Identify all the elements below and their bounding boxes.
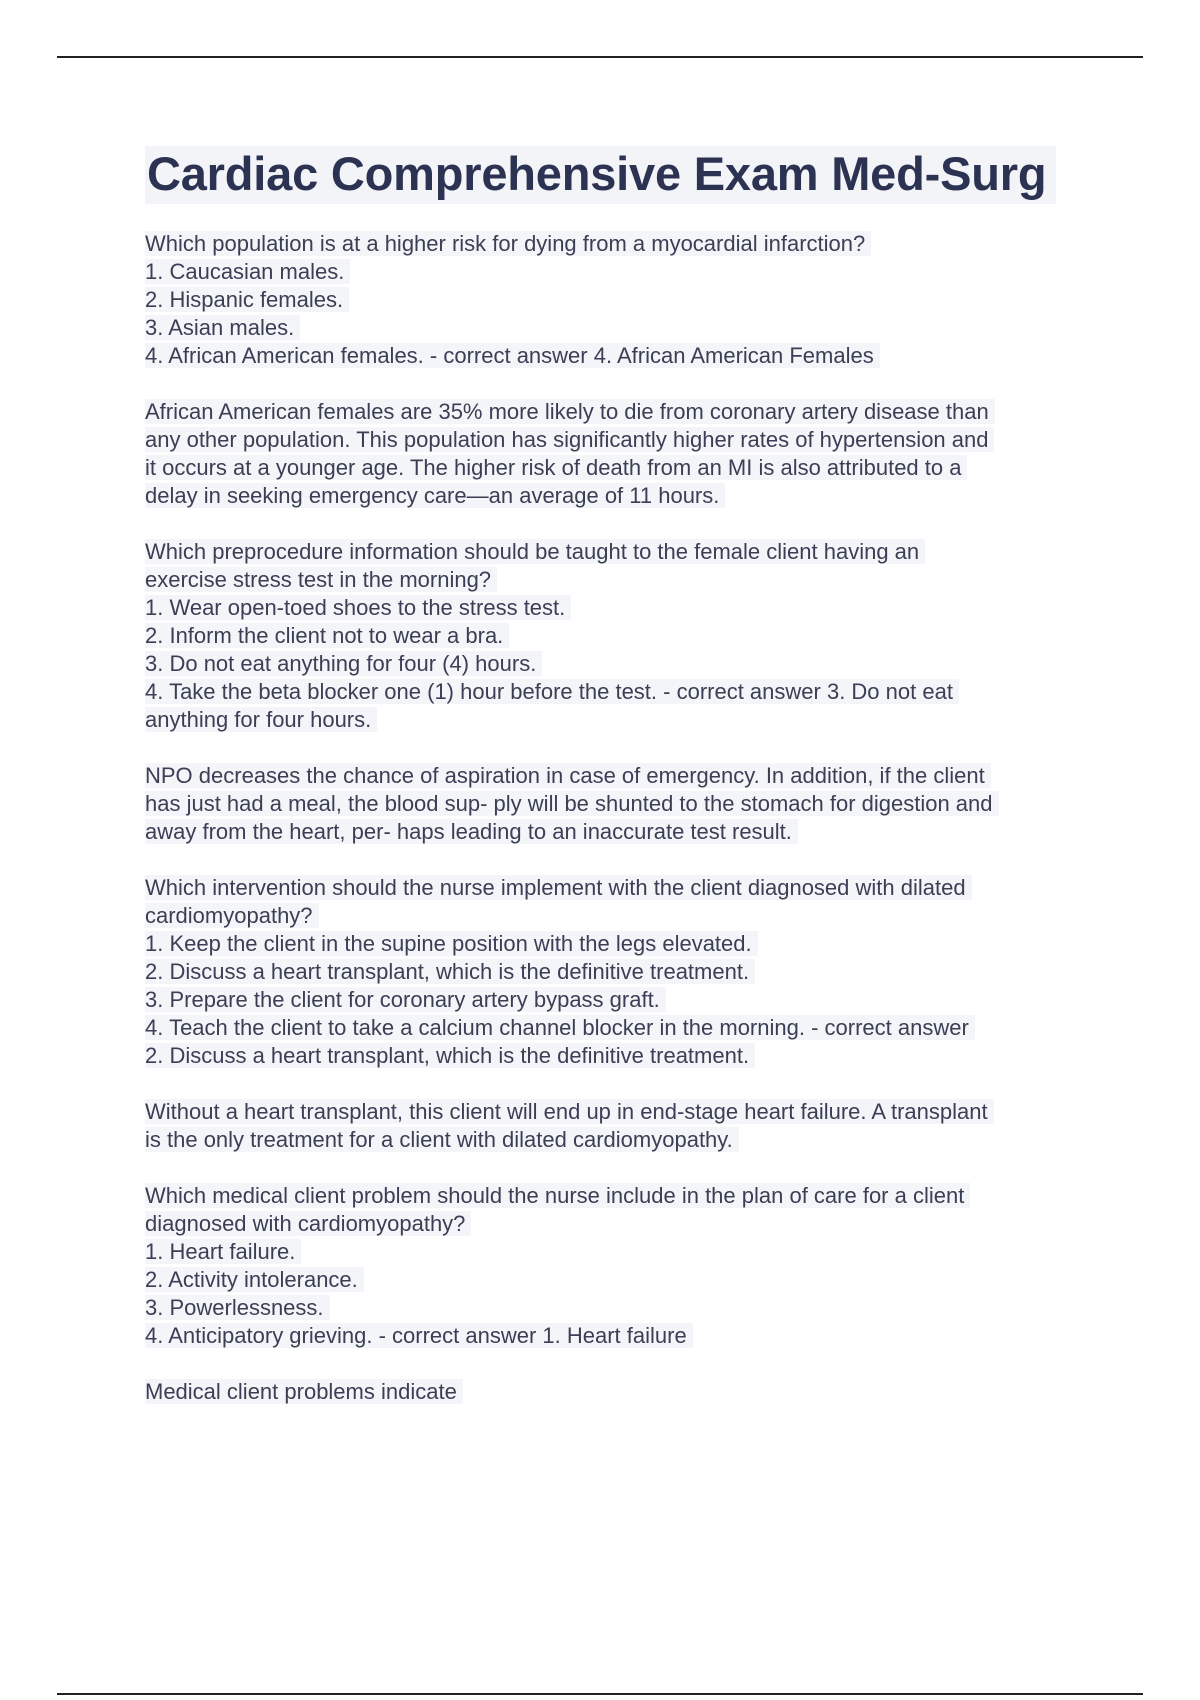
text-line [145,818,1085,846]
text-line [145,762,1085,790]
text-line-content: 2. Inform the client not to wear a bra. [145,623,509,648]
text-line-content: 4. African American females. - correct answer 4. African American Females [145,343,880,368]
text-line [145,1042,1085,1070]
paragraph [145,762,1085,846]
text-line [145,342,1085,370]
text-line-content: Medical client problems indicate [145,1379,463,1404]
text-line [145,230,1085,258]
text-line [145,622,1085,650]
text-line-content: Which medical client problem should the nurse include in the plan of care for a client [145,1183,970,1208]
text-line-content: 3. Prepare the client for coronary artery bypass graft. [145,987,666,1012]
text-line [145,958,1085,986]
top-rule [57,56,1143,58]
text-line-content: away from the heart, per- haps leading to an inaccurate test result. [145,819,798,844]
text-line [145,538,1085,566]
text-line-content: NPO decreases the chance of aspiration in case of emergency. In addition, if the client [145,763,991,788]
text-line [145,1322,1085,1350]
text-line-content: any other population. This population has significantly higher rates of hypertension and [145,427,994,452]
text-line-content: diagnosed with cardiomyopathy? [145,1211,471,1236]
text-line-content: 2. Discuss a heart transplant, which is the definitive treatment. [145,959,755,984]
text-line [145,1126,1085,1154]
paragraph [145,398,1085,510]
text-line [145,258,1085,286]
paragraph [145,1378,1085,1406]
text-line [145,930,1085,958]
text-line-content: 2. Discuss a heart transplant, which is the definitive treatment. [145,1043,755,1068]
text-line [145,678,1085,706]
document-text [145,230,1085,1406]
text-line [145,874,1085,902]
text-line-content: 3. Do not eat anything for four (4) hours. [145,651,542,676]
paragraph [145,538,1085,734]
text-line [145,482,1085,510]
text-line [145,286,1085,314]
text-line [145,902,1085,930]
text-line-content: it occurs at a younger age. The higher risk of death from an MI is also attributed to a [145,455,967,480]
text-line-content: has just had a meal, the blood sup- ply will be shunted to the stomach for digestion and [145,791,999,816]
text-line [145,398,1085,426]
text-line-content: 1. Caucasian males. [145,259,350,284]
text-line [145,314,1085,342]
text-line-content: 1. Keep the client in the supine position with the legs elevated. [145,931,758,956]
text-line-content: delay in seeking emergency care—an average of 11 hours. [145,483,725,508]
text-line [145,1014,1085,1042]
text-line-content: 1. Heart failure. [145,1239,301,1264]
document-title: Cardiac Comprehensive Exam Med-Surg [145,146,1056,204]
text-line [145,650,1085,678]
text-line-content: Which preprocedure information should be taught to the female client having an [145,539,925,564]
text-line [145,1098,1085,1126]
text-line-content: 2. Hispanic females. [145,287,349,312]
text-line-content: cardiomyopathy? [145,903,319,928]
text-line-content: Which population is at a higher risk for dying from a myocardial infarction? [145,231,871,256]
text-line-content: 4. Teach the client to take a calcium channel blocker in the morning. - correct answer [145,1015,975,1040]
text-line-content: 3. Asian males. [145,315,300,340]
text-line-content: exercise stress test in the morning? [145,567,497,592]
text-line [145,1182,1085,1210]
text-line [145,426,1085,454]
text-line [145,1266,1085,1294]
text-line-content: 4. Anticipatory grieving. - correct answer 1. Heart failure [145,1323,693,1348]
text-line [145,986,1085,1014]
text-line [145,594,1085,622]
text-line-content: 2. Activity intolerance. [145,1267,364,1292]
text-line [145,706,1085,734]
paragraph [145,230,1085,370]
text-line-content: 1. Wear open-toed shoes to the stress test. [145,595,571,620]
text-line-content: 4. Take the beta blocker one (1) hour before the test. - correct answer 3. Do not eat [145,679,959,704]
text-line [145,566,1085,594]
paragraph [145,1182,1085,1350]
text-line [145,1210,1085,1238]
bottom-rule [57,1693,1143,1695]
text-line-content: 3. Powerlessness. [145,1295,330,1320]
text-line-content: anything for four hours. [145,707,377,732]
text-line [145,1294,1085,1322]
text-line-content: African American females are 35% more likely to die from coronary artery disease than [145,399,995,424]
text-line-content: is the only treatment for a client with dilated cardiomyopathy. [145,1127,739,1152]
text-line-content: Without a heart transplant, this client will end up in end-stage heart failure. A transplant [145,1099,994,1124]
text-line [145,454,1085,482]
paragraph [145,1098,1085,1154]
paragraph [145,874,1085,1070]
document-body [145,146,1085,1434]
text-line-content: Which intervention should the nurse implement with the client diagnosed with dilated [145,875,972,900]
text-line [145,1378,1085,1406]
text-line [145,1238,1085,1266]
text-line [145,790,1085,818]
